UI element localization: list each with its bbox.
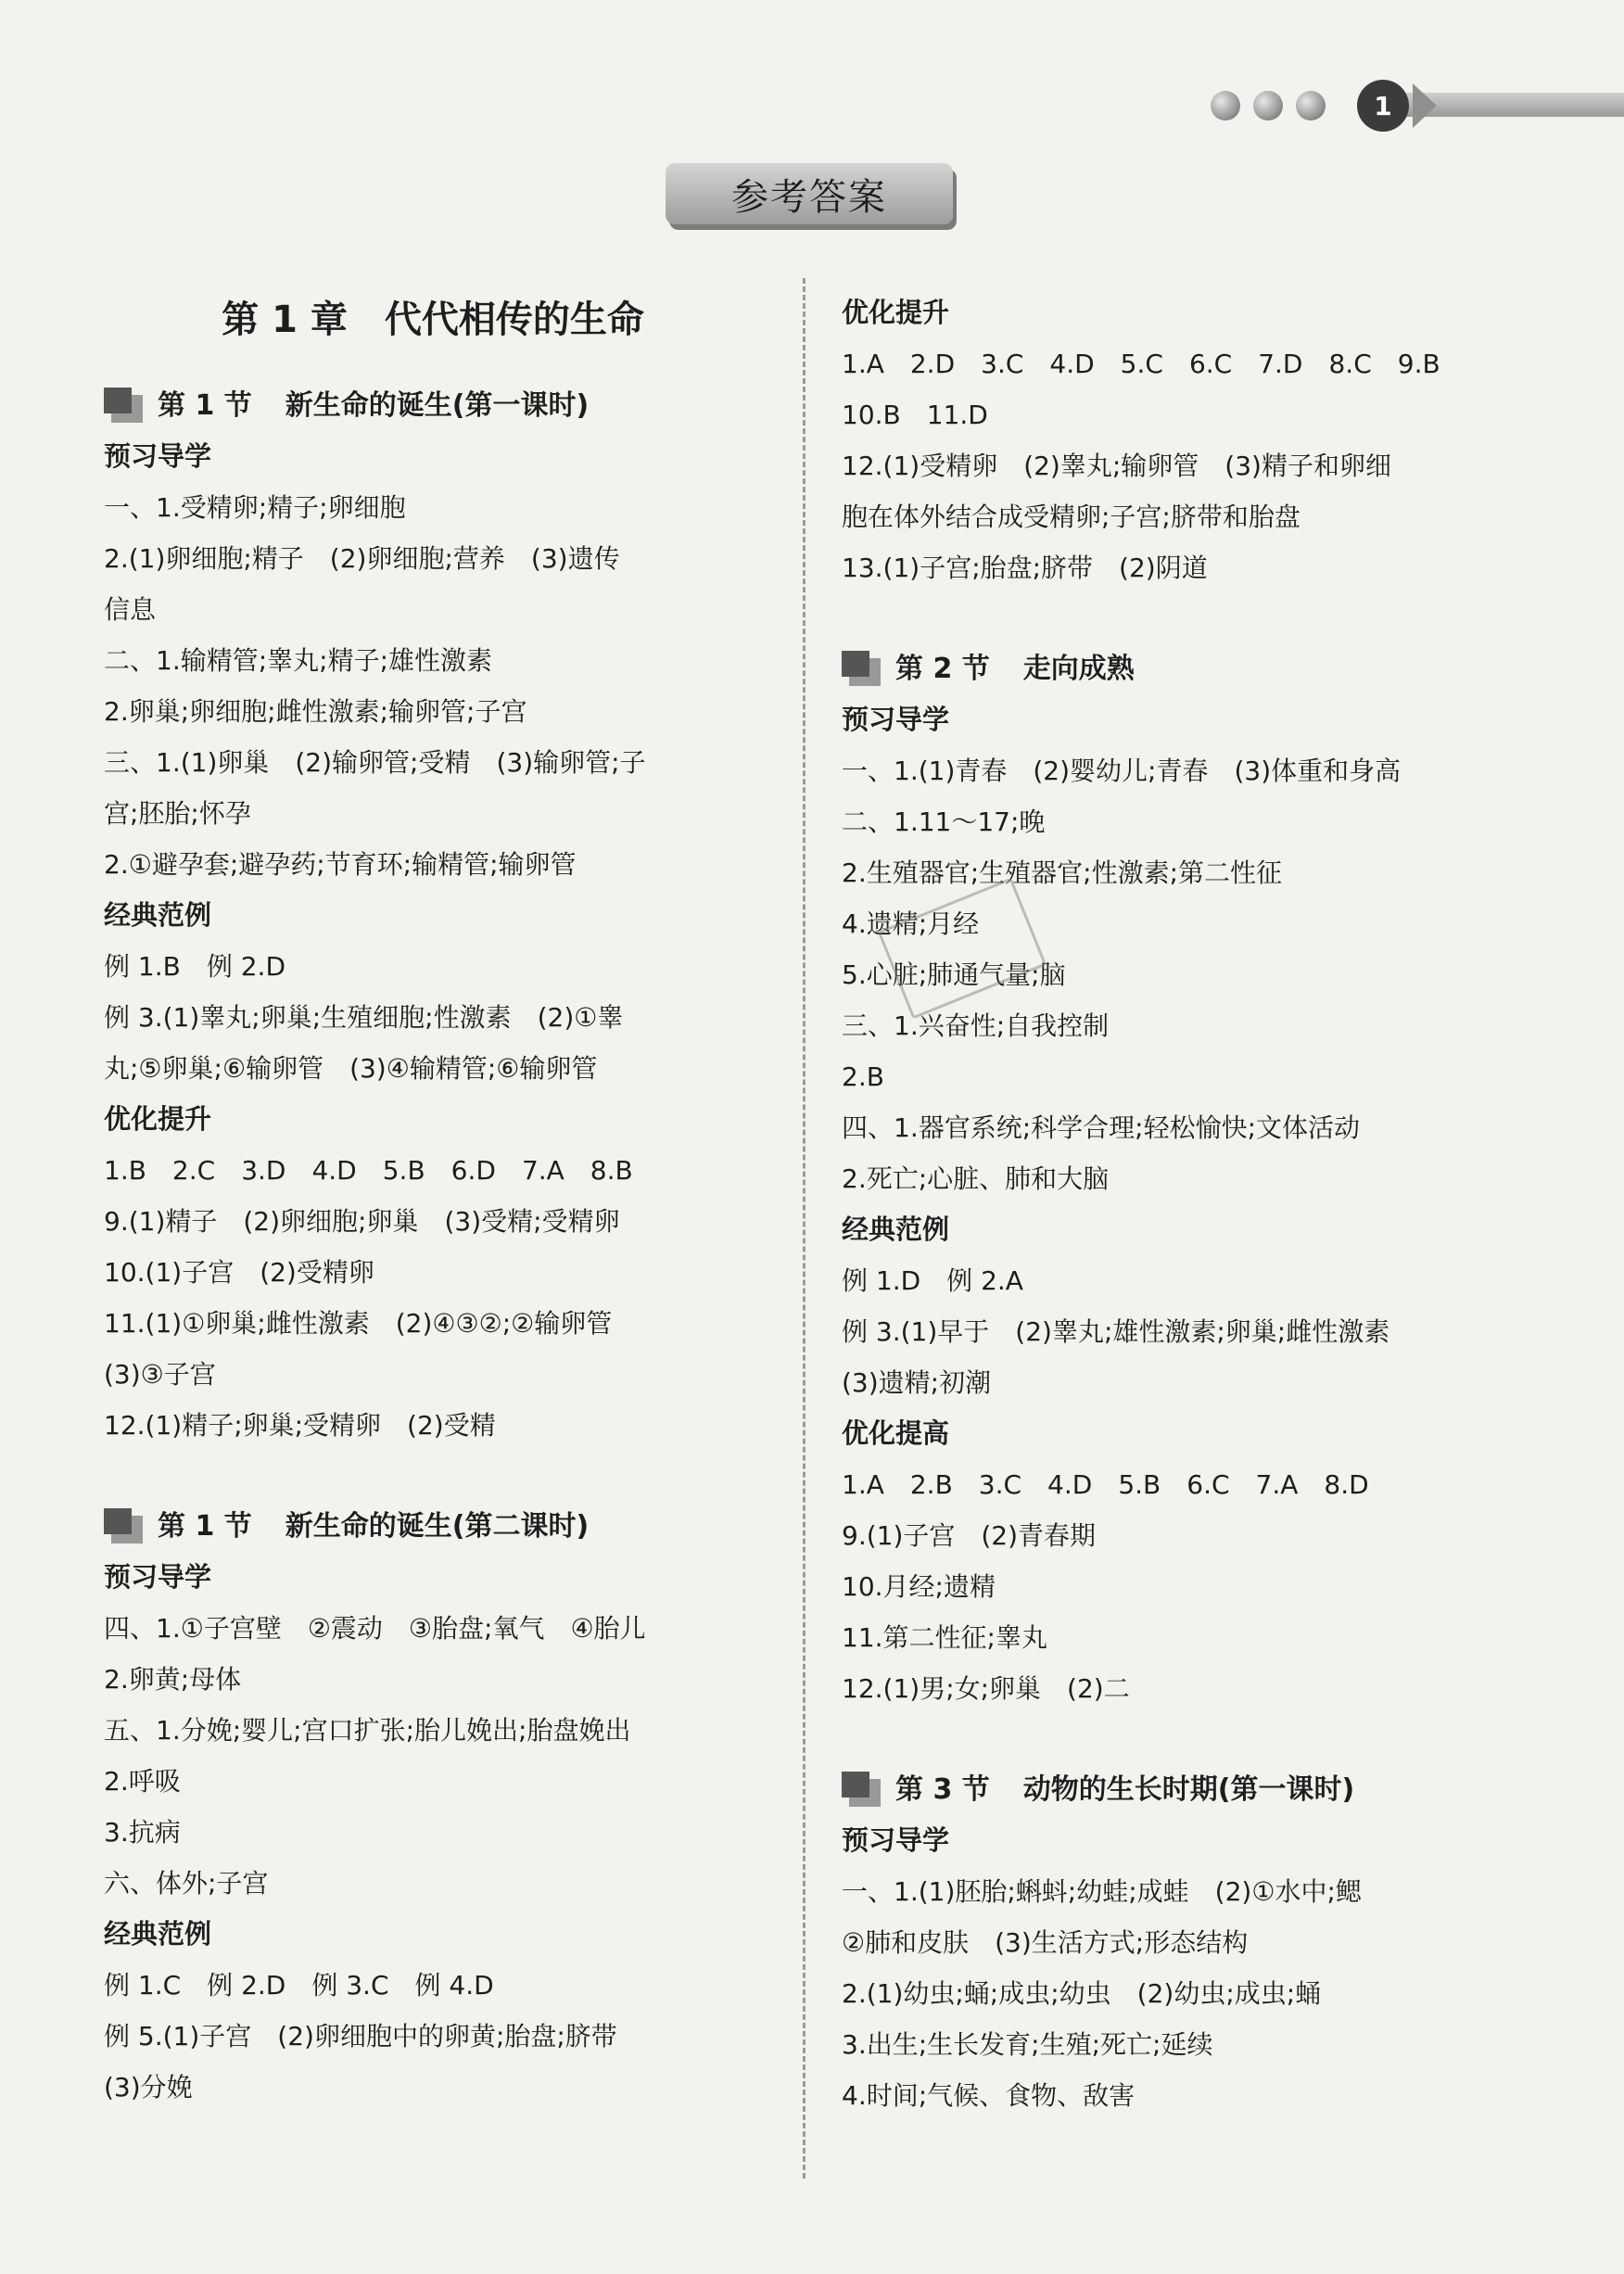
answer-line: 例 3.(1)早于 (2)睾丸;雄性激素;卵巢;雌性激素 — [842, 1316, 1390, 1347]
section-gap — [104, 1451, 771, 1482]
section-gap — [842, 1714, 1509, 1746]
section-heading — [842, 643, 1509, 694]
answer-line: 1.B 2.C 3.D 4.D 5.B 6.D 7.A 8.B — [104, 1155, 633, 1186]
answer-line: 5.心脏;肺通气量;脑 — [842, 959, 1066, 990]
answer-line: 例 1.B 例 2.D — [104, 951, 286, 982]
answer-line: 13.(1)子宫;胎盘;脐带 (2)阴道 — [842, 553, 1208, 583]
answer-line: 六、体外;子宫 — [104, 1868, 269, 1899]
subsection-heading: 预习导学 — [104, 440, 212, 472]
answer-line: 9.(1)子宫 (2)青春期 — [842, 1520, 1097, 1551]
section-gap — [842, 593, 1509, 625]
answer-banner: 参考答案 — [666, 163, 953, 224]
answer-line: 11.(1)①卵巢;雌性激素 (2)④③②;②输卵管 — [104, 1308, 613, 1339]
answer-line: 一、1.(1)胚胎;蝌蚪;幼蛙;成蛙 (2)①水中;鳃 — [842, 1876, 1362, 1907]
answer-line: 一、1.(1)青春 (2)婴幼儿;青春 (3)体重和身高 — [842, 756, 1402, 786]
subsection-heading: 优化提高 — [842, 1417, 950, 1449]
answer-line: ②肺和皮肤 (3)生活方式;形态结构 — [842, 1927, 1249, 1958]
section-heading — [104, 1501, 771, 1552]
answer-line: (3)分娩 — [104, 2072, 193, 2102]
answer-line: 3.出生;生长发育;生殖;死亡;延续 — [842, 2029, 1213, 2060]
answer-line: 2.①避孕套;避孕药;节育环;输精管;输卵管 — [104, 849, 577, 880]
answer-line: 例 3.(1)睾丸;卵巢;生殖细胞;性激素 (2)①睾 — [104, 1002, 624, 1033]
chapter-title: 第 1 章 代代相传的生命 — [222, 299, 644, 341]
section-marker-icon — [104, 1508, 145, 1545]
answer-line: 2.生殖器官;生殖器官;性激素;第二性征 — [842, 858, 1283, 888]
section-title: 新生命的诞生(第一课时) — [285, 389, 590, 422]
section-marker-icon — [104, 387, 145, 425]
answer-line: 4.遗精;月经 — [842, 908, 980, 939]
answer-line: 信息 — [104, 594, 157, 625]
answer-line: 12.(1)男;女;卵巢 (2)二 — [842, 1673, 1130, 1704]
answer-line: 2.(1)幼虫;蛹;成虫;幼虫 (2)幼虫;成虫;蛹 — [842, 1978, 1322, 2009]
section-title: 动物的生长时期(第一课时) — [1022, 1773, 1355, 1806]
right-column — [842, 287, 1509, 2121]
subsection-heading: 预习导学 — [104, 1561, 212, 1593]
answer-line: 3.抗病 — [104, 1817, 181, 1848]
section-marker-icon — [842, 1772, 882, 1809]
answer-line: 2.呼吸 — [104, 1766, 181, 1797]
answer-line: 四、1.器官系统;科学合理;轻松愉快;文体活动 — [842, 1112, 1361, 1143]
section-number: 第 3 节 — [895, 1773, 990, 1806]
header-dots — [1211, 91, 1326, 121]
answer-line: (3)③子宫 — [104, 1359, 216, 1390]
answer-line: 2.卵巢;卵细胞;雌性激素;输卵管;子宫 — [104, 696, 527, 727]
subsection-heading: 经典范例 — [842, 1213, 950, 1245]
subsection-heading: 预习导学 — [842, 704, 950, 735]
answer-line: 二、1.11～17;晚 — [842, 807, 1046, 837]
arrow-icon — [1413, 83, 1437, 128]
answer-line: 胞在体外结合成受精卵;子宫;脐带和胎盘 — [842, 502, 1300, 532]
answer-line: 例 1.C 例 2.D 例 3.C 例 4.D — [104, 1970, 494, 2001]
section-number: 第 1 节 — [158, 389, 252, 422]
answer-line: 10.B 11.D — [842, 400, 988, 430]
answer-line: 2.(1)卵细胞;精子 (2)卵细胞;营养 (3)遗传 — [104, 543, 620, 574]
section-heading — [104, 380, 771, 431]
section-heading — [842, 1764, 1509, 1815]
subsection-heading: 经典范例 — [104, 1918, 212, 1950]
subsection-heading: 预习导学 — [842, 1824, 950, 1856]
answer-line: 9.(1)精子 (2)卵细胞;卵巢 (3)受精;受精卵 — [104, 1206, 620, 1237]
section-title: 新生命的诞生(第二课时) — [285, 1510, 590, 1543]
answer-line: 丸;⑤卵巢;⑥输卵管 (3)④输精管;⑥输卵管 — [104, 1053, 598, 1084]
answer-line: 1.A 2.B 3.C 4.D 5.B 6.C 7.A 8.D — [842, 1469, 1369, 1500]
answer-line: 例 1.D 例 2.A — [842, 1265, 1023, 1296]
subsection-heading: 优化提升 — [104, 1103, 212, 1135]
answer-line: 四、1.①子宫壁 ②震动 ③胎盘;氧气 ④胎儿 — [104, 1613, 646, 1644]
answer-line: 10.月经;遗精 — [842, 1571, 996, 1602]
answer-line: 1.A 2.D 3.C 4.D 5.C 6.C 7.D 8.C 9.B — [842, 349, 1440, 379]
answer-line: 二、1.输精管;睾丸;精子;雄性激素 — [104, 645, 493, 676]
answer-line: 11.第二性征;睾丸 — [842, 1622, 1047, 1653]
answer-line: 五、1.分娩;婴儿;宫口扩张;胎儿娩出;胎盘娩出 — [104, 1715, 631, 1746]
answer-line: (3)遗精;初潮 — [842, 1367, 992, 1398]
answer-line: 12.(1)受精卵 (2)睾丸;输卵管 (3)精子和卵细 — [842, 451, 1391, 481]
answer-line: 2.B — [842, 1061, 884, 1092]
dot-icon — [1296, 91, 1326, 121]
answer-line: 2.死亡;心脏、肺和大脑 — [842, 1163, 1110, 1194]
answer-line: 12.(1)精子;卵巢;受精卵 (2)受精 — [104, 1410, 496, 1441]
section-marker-icon — [842, 651, 882, 688]
section-number: 第 1 节 — [158, 1510, 252, 1543]
answer-line: 10.(1)子宫 (2)受精卵 — [104, 1257, 374, 1288]
answer-line: 4.时间;气候、食物、敌害 — [842, 2080, 1136, 2111]
page-number-tab — [1357, 80, 1624, 132]
column-divider — [803, 278, 806, 2179]
page-number: 1 — [1357, 80, 1409, 132]
answer-line: 一、1.受精卵;精子;卵细胞 — [104, 492, 406, 523]
subsection-heading: 优化提升 — [842, 297, 950, 328]
dot-icon — [1211, 91, 1240, 121]
subsection-heading: 经典范例 — [104, 899, 212, 931]
answer-line: 三、1.(1)卵巢 (2)输卵管;受精 (3)输卵管;子 — [104, 747, 646, 778]
answer-line: 三、1.兴奋性;自我控制 — [842, 1010, 1110, 1041]
dot-icon — [1253, 91, 1283, 121]
section-number: 第 2 节 — [895, 653, 990, 685]
answer-line: 2.卵黄;母体 — [104, 1664, 242, 1695]
left-column — [104, 287, 771, 2113]
section-title: 走向成熟 — [1022, 653, 1135, 685]
answer-line: 宫;胚胎;怀孕 — [104, 798, 251, 829]
answer-line: 例 5.(1)子宫 (2)卵细胞中的卵黄;胎盘;脐带 — [104, 2021, 617, 2052]
